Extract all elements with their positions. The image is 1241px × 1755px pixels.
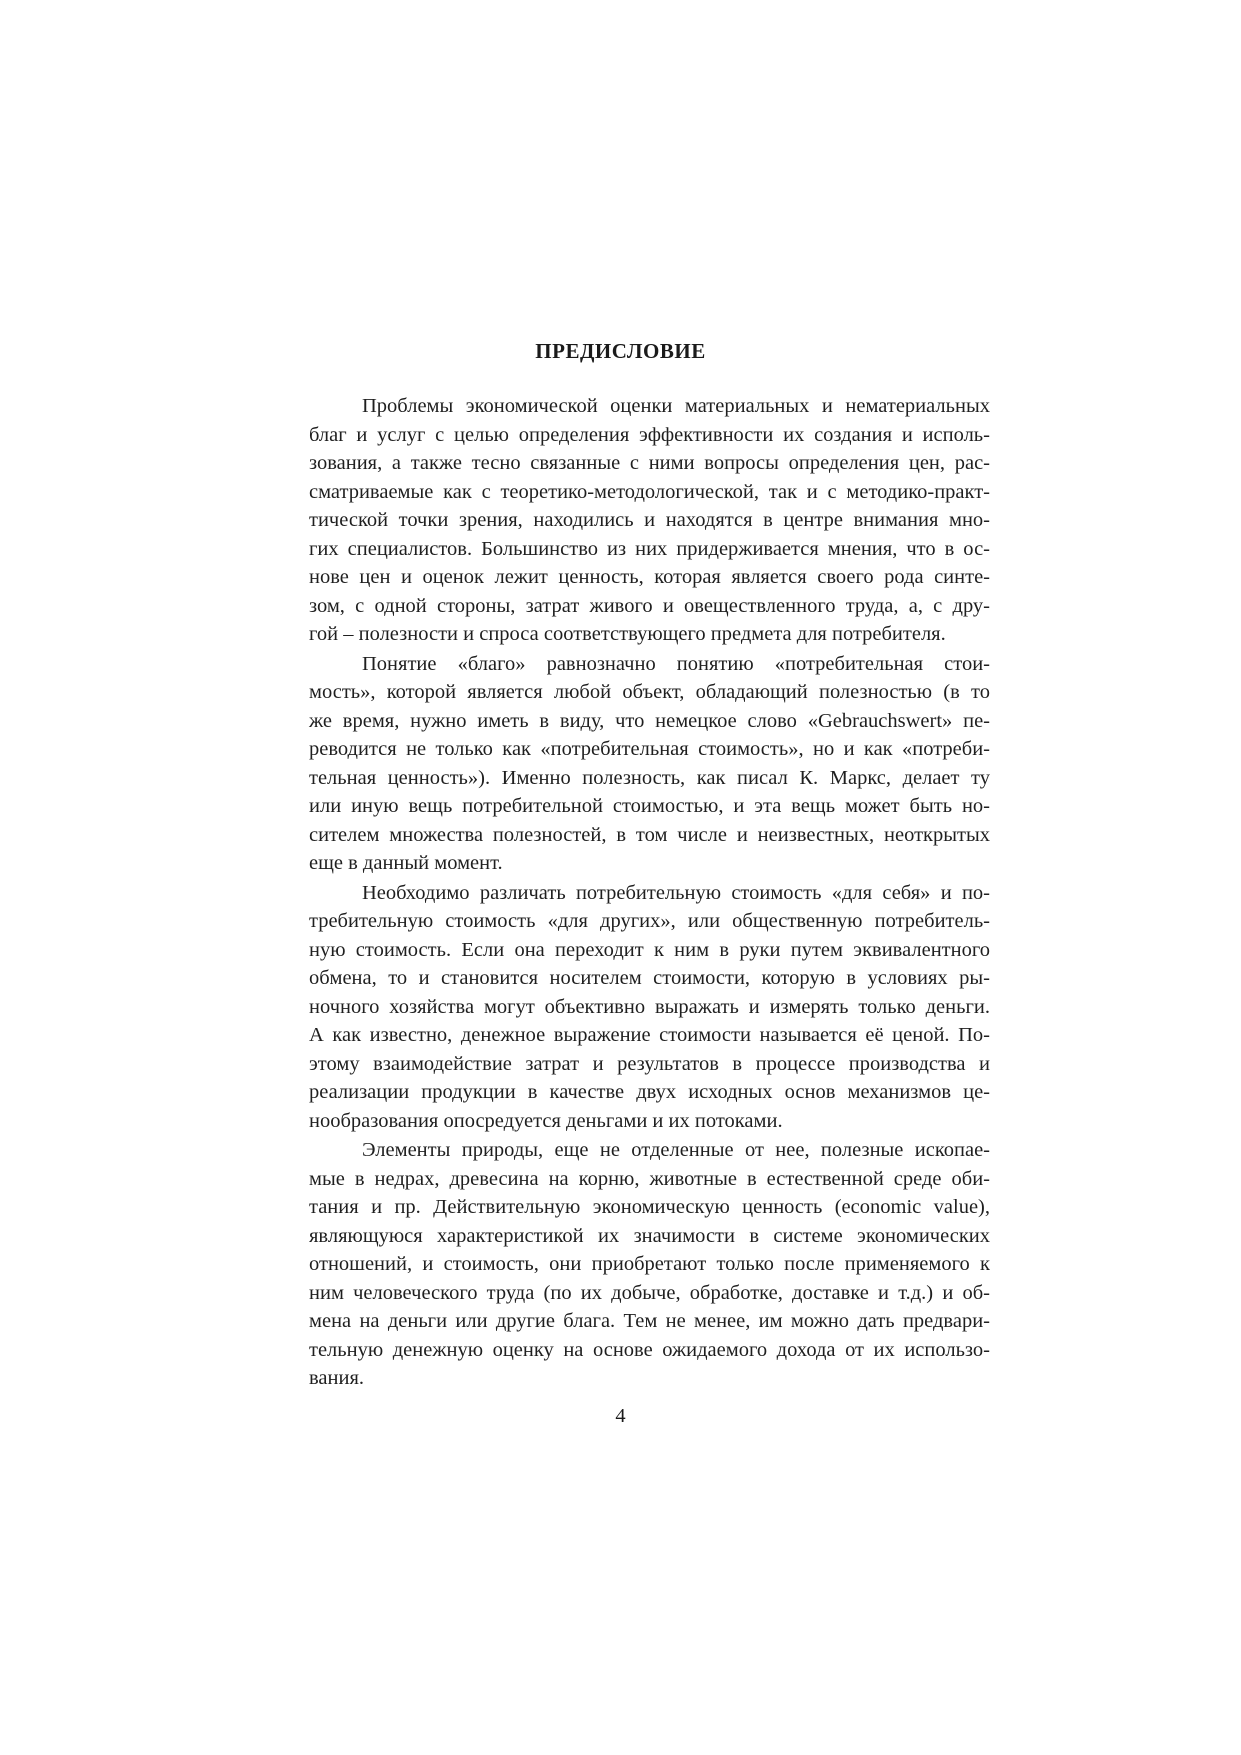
paragraph-2 [309, 650, 990, 878]
paragraph-line: тания и пр. Действительную экономическую ценность (economic value), [309, 1196, 990, 1218]
paragraph-line: тельная ценность»). Именно полезность, как писал К. Маркс, делает ту [309, 766, 990, 789]
paragraph-line: тельную денежную оценку на основе ожидаемого дохода от их использо- [309, 1338, 990, 1361]
paragraph-line: гих специалистов. Большинство из них придерживается мнения, что в ос- [309, 537, 990, 560]
paragraph-line: тической точки зрения, находились и находятся в центре внимания мно- [309, 509, 990, 531]
paragraph-4 [309, 1136, 990, 1393]
paragraph-line: гой – полезности и спроса соответствующего предмета для потребителя. [309, 623, 946, 645]
paragraph-line: сителем множества полезностей, в том числе и неизвестных, неоткрытых [309, 823, 990, 846]
paragraph-line: Проблемы экономической оценки материальных и нематериальных [362, 395, 990, 417]
paragraph-line: мость», которой является любой объект, обладающий полезностью (в то [309, 681, 990, 703]
paragraph-line: мена на деньги или другие блага. Тем не менее, им можно дать предвари- [309, 1310, 990, 1332]
paragraph-3 [309, 879, 990, 1136]
paragraph-line: ную стоимость. Если она переходит к ним в руки путем эквивалентного [309, 938, 990, 961]
page-title: ПРЕДИСЛОВИЕ [535, 339, 706, 363]
paragraph-1 [309, 392, 990, 649]
paragraph-line: нове цен и оценок лежит ценность, которая является своего рода синте- [309, 566, 990, 588]
paragraph-line: мые в недрах, древесина на корню, животные в естественной среде оби- [309, 1167, 990, 1190]
paragraph-line: А как известно, денежное выражение стоимости называется её ценой. По- [309, 1024, 990, 1046]
paragraph-line: реализации продукции в качестве двух исходных основ механизмов це- [309, 1081, 990, 1103]
paragraph-line: ночного хозяйства могут объективно выражать и измерять только деньги. [309, 995, 990, 1018]
paragraph-line: реводится не только как «потребительная стоимость», но и как «потреби- [309, 738, 990, 760]
body-text [309, 392, 990, 1393]
paragraph-line: Элементы природы, еще не отделенные от нее, полезные ископае- [362, 1139, 990, 1161]
paragraph-line: зом, с одной стороны, затрат живого и овеществленного труда, а, с дру- [309, 594, 990, 617]
paragraph-line: обмена, то и становится носителем стоимости, которую в условиях ры- [309, 967, 990, 989]
paragraph-line: благ и услуг с целью определения эффективности их создания и исполь- [309, 423, 990, 446]
paragraph-line: или иную вещь потребительной стоимостью, и эта вещь может быть но- [309, 795, 990, 817]
paragraph-line: нообразования опосредуется деньгами и их потоками. [309, 1109, 783, 1132]
paragraph-line: являющуюся характеристикой их значимости в системе экономических [309, 1224, 990, 1247]
paragraph-line: требительную стоимость «для других», или общественную потребитель- [309, 910, 990, 932]
paragraph-line: Понятие «благо» равнозначно понятию «потребительная стои- [362, 652, 990, 675]
paragraph-line: ним человеческого труда (по их добыче, обработке, доставке и т.д.) и об- [309, 1281, 990, 1304]
paragraph-line: еще в данный момент. [309, 852, 503, 874]
paragraph-line: Необходимо различать потребительную стоимость «для себя» и по- [362, 881, 990, 904]
page-number: 4 [615, 1405, 626, 1427]
paragraph-line: же время, нужно иметь в виду, что немецкое слово «Gebrauchswert» пе- [309, 709, 990, 732]
paragraph-line: отношений, и стоимость, они приобретают только после применяемого к [309, 1253, 990, 1275]
paragraph-line: вания. [309, 1367, 365, 1389]
paragraph-line: сматриваемые как с теоретико-методологической, так и с методико-практ- [309, 480, 990, 503]
paragraph-line: зования, а также тесно связанные с ними вопросы определения цен, рас- [309, 452, 990, 474]
paragraph-line: этому взаимодействие затрат и результатов в процессе производства и [309, 1052, 990, 1075]
